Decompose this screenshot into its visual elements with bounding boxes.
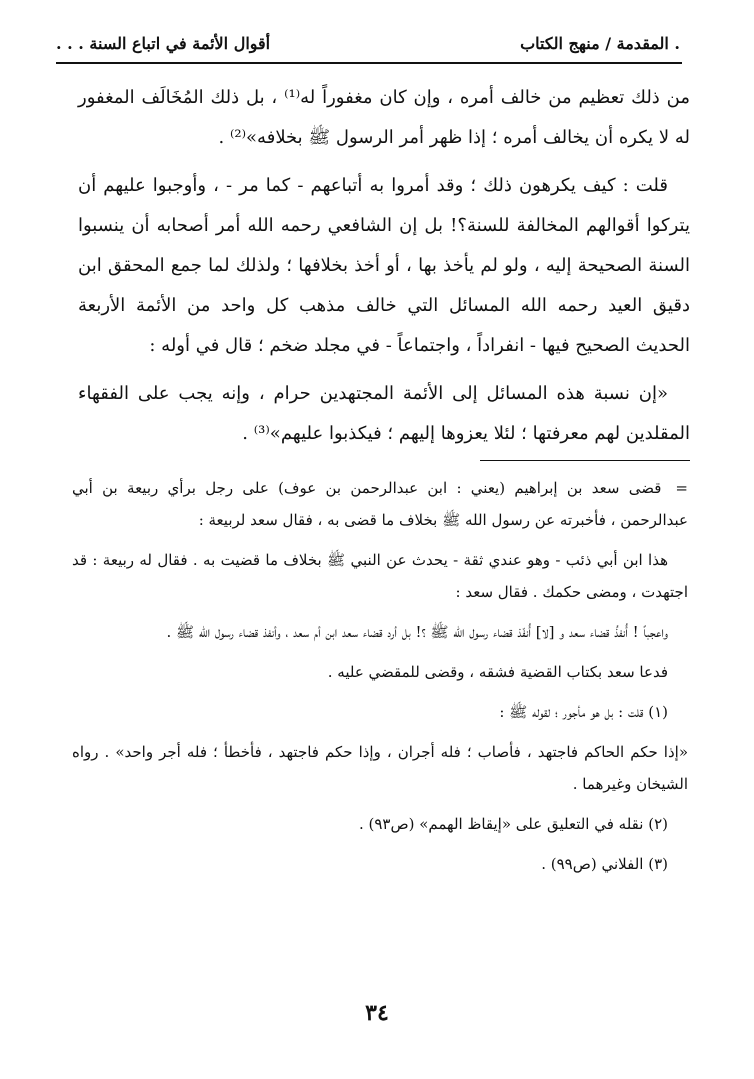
footnote-continuation-3: واعجباً ! أُنفذُ قضاء سعد و [لا] أُنفّذ قضاء رسول الله ﷺ ؟! بل أرد قضاء سعد ابن أم سعد ، وأنفذ قضاء رسول الله ﷺ . — [166, 623, 668, 641]
page-number: ٣٤ — [365, 1000, 389, 1026]
footnotes — [72, 472, 688, 888]
footnote-1: (١) قلت : بل هو مأجور ؛ لقوله ﷺ : — [499, 703, 668, 721]
footnote-continuation-2: هذا ابن أبي ذئب - وهو عندي ثقة - يحدث عن النبي ﷺ بخلاف ما قضيت به . فقال له ربيعة : قد اجتهدت ، ومضى حكمك . فقال سعد : — [72, 551, 688, 601]
paragraph-3-quote: «إن نسبة هذه المسائل إلى الأئمة المجتهدين حرام ، وإنه يجب على الفقهاء المقلدين لهم معرفتها ؛ لئلا يعزوها إليهم ؛ فيكذبوا عليهم»⁽³⁾ . — [78, 383, 690, 444]
footnote-2: (٢) نقله في التعليق على «إيقاظ الهمم» (ص٩٣) . — [358, 815, 668, 833]
header-divider — [56, 62, 682, 64]
footnote-continuation-4: فدعا سعد بكتاب القضية فشقه ، وقضى للمقضي عليه . — [327, 663, 668, 681]
footnote-continuation-1-text: قضى سعد بن إبراهيم (يعني : ابن عبدالرحمن بن عوف) على رجل برأي ربيعة بن أبي عبدالرحمن ، فأخبرته عن رسول الله ﷺ بخلاف ما قضى به ، فقال سعد لربيعة : — [72, 479, 688, 529]
main-text — [78, 78, 690, 462]
footnote-divider — [480, 460, 690, 461]
header-section-title: أقوال الأئمة في اتباع السنة . . . — [56, 34, 271, 53]
footnote-continuation-1 — [72, 472, 688, 536]
paragraph-2: قلت : كيف يكرهون ذلك ؛ وقد أمروا به أتباعهم - كما مر - ، وأوجبوا عليهم أن يتركوا أقوالهم المخالفة للسنة؟! بل إن الشافعي رحمه الله أمر أصحابه أن ينسبوا السنة الصحيحة إليه ، ولو لم يأخذ بها ، أو أخذ بخلافها ؛ ولذلك لما جمع المحقق ابن دقيق العيد رحمه الله المسائل التي خالف مذهب كل واحد من الأئمة الأربعة الحديث الصحيح فيها - انفراداً ، واجتماعاً - في مجلد ضخم ؛ قال في أوله : — [78, 175, 690, 356]
paragraph-1: من ذلك تعظيم من خالف أمره ، وإن كان مغفوراً له⁽¹⁾ ، بل ذلك المُخَالَف المغفور له لا يكره أن يخالف أمره ؛ إذا ظهر أمر الرسول ﷺ بخلافه»⁽²⁾ . — [78, 87, 690, 148]
footnote-1-quote: «إذا حكم الحاكم فاجتهد ، فأصاب ؛ فله أجران ، وإذا حكم فاجتهد ، فأخطأ ؛ فله أجر واحد» . رواه الشيخان وغيرهما . — [72, 743, 688, 793]
running-header — [56, 30, 680, 62]
continuation-marker: = — [675, 479, 688, 497]
footnote-3: (٣) الفلاني (ص٩٩) . — [541, 855, 668, 873]
header-chapter-title: . المقدمة / منهج الكتاب — [520, 34, 680, 53]
